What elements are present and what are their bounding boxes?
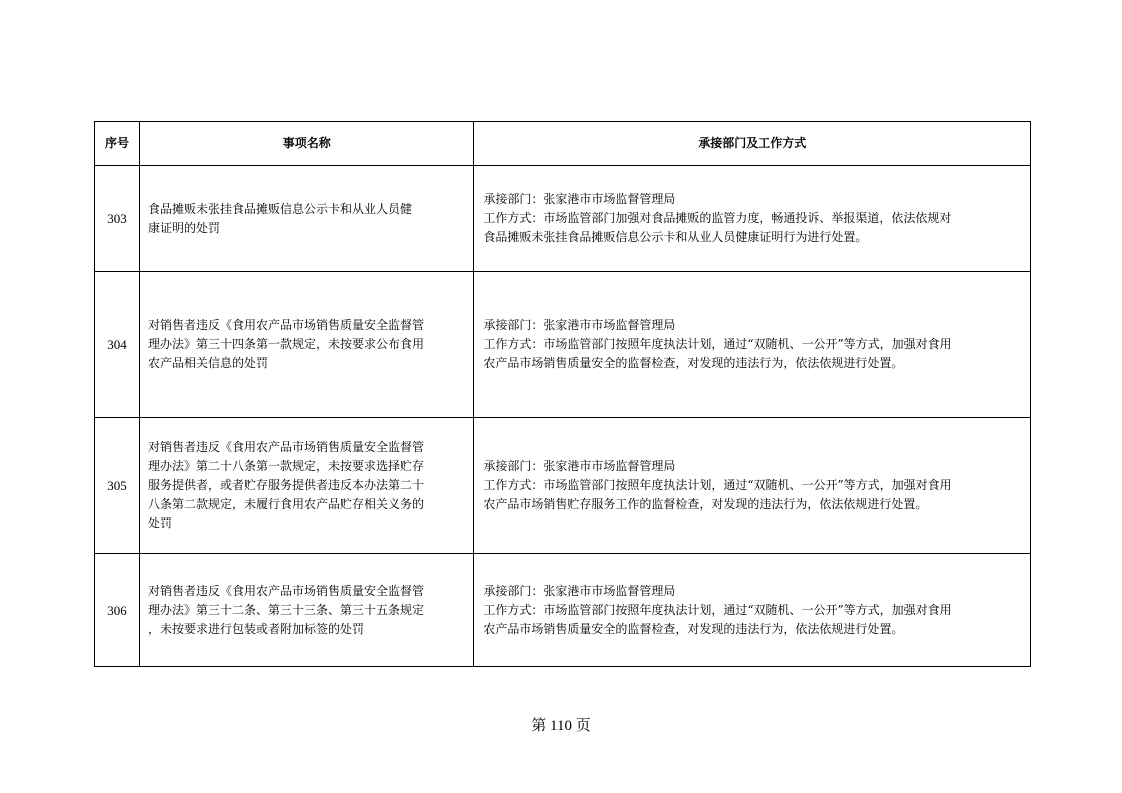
matter-name	[140, 272, 474, 418]
method-line: 承接部门：张家港市市场监督管理局	[483, 192, 676, 206]
row-number: 305	[95, 418, 140, 554]
department-method	[474, 554, 1031, 667]
matter-name-line: 对销售者违反《食用农产品市场销售质量安全监督管	[148, 583, 425, 598]
method-line: 工作方式：市场监管部门按照年度执法计划，通过“双随机、一公开”等方式，加强对食用	[483, 337, 952, 351]
method-line: 农产品市场销售质量安全的监督检查，对发现的违法行为，依法依规进行处置。	[483, 621, 904, 636]
matter-name	[140, 554, 474, 667]
method-line: 农产品市场销售贮存服务工作的监督检查，对发现的违法行为，依法依规进行处置。	[483, 497, 928, 511]
table-row	[95, 166, 1031, 272]
matter-name-line: 理办法》第二十八条第一款规定，未按要求选择贮存	[148, 459, 425, 473]
matter-name-line: 理办法》第三十四条第一款规定，未按要求公布食用	[148, 337, 425, 351]
matter-name	[140, 418, 474, 554]
department-method	[474, 272, 1031, 418]
row-number: 306	[95, 554, 140, 667]
matter-name-line: 八条第二款规定，未履行食用农产品贮存相关义务的	[148, 497, 425, 511]
table-row	[95, 554, 1031, 667]
row-number: 304	[95, 272, 140, 418]
matter-name-line: 理办法》第三十二条、第三十三条、第三十五条规定	[148, 602, 425, 617]
method-line: 承接部门：张家港市市场监督管理局	[483, 318, 676, 332]
matter-name-line: 食品摊贩未张挂食品摊贩信息公示卡和从业人员健	[148, 201, 413, 216]
method-line: 承接部门：张家港市市场监督管理局	[483, 459, 676, 473]
method-line: 工作方式：市场监管部门加强对食品摊贩的监管力度，畅通投诉、举报渠道，依法依规对	[483, 211, 952, 225]
row-number: 303	[95, 166, 140, 272]
table-header-row	[95, 122, 1031, 166]
method-line: 食品摊贩未张挂食品摊贩信息公示卡和从业人员健康证明行为进行处置。	[483, 230, 868, 244]
page-number: 第 110 页	[531, 718, 591, 734]
matter-name	[140, 166, 474, 272]
matter-name-line: 农产品相关信息的处罚	[148, 356, 269, 370]
matter-name-line: ，未按要求进行包装或者附加标签的处罚	[148, 621, 365, 636]
method-line: 承接部门：张家港市市场监督管理局	[483, 583, 676, 598]
method-line: 农产品市场销售质量安全的监督检查，对发现的违法行为，依法依规进行处置。	[483, 356, 904, 370]
matter-name-line: 康证明的处罚	[148, 220, 221, 235]
department-method	[474, 166, 1031, 272]
method-line: 工作方式：市场监管部门按照年度执法计划，通过“双随机、一公开”等方式，加强对食用	[483, 602, 952, 617]
table-row	[95, 272, 1031, 418]
method-line: 工作方式：市场监管部门按照年度执法计划，通过“双随机、一公开”等方式，加强对食用	[483, 478, 952, 492]
matter-name-line: 对销售者违反《食用农产品市场销售质量安全监督管	[148, 440, 425, 454]
header-name: 事项名称	[140, 122, 474, 166]
matter-name-line: 服务提供者，或者贮存服务提供者违反本办法第二十	[148, 478, 425, 492]
matter-name-line: 对销售者违反《食用农产品市场销售质量安全监督管	[148, 318, 425, 332]
header-no: 序号	[95, 122, 140, 166]
table-row	[95, 418, 1031, 554]
matter-name-line: 处罚	[148, 516, 173, 530]
matters-table	[94, 121, 1031, 667]
header-method: 承接部门及工作方式	[474, 122, 1031, 166]
department-method	[474, 418, 1031, 554]
